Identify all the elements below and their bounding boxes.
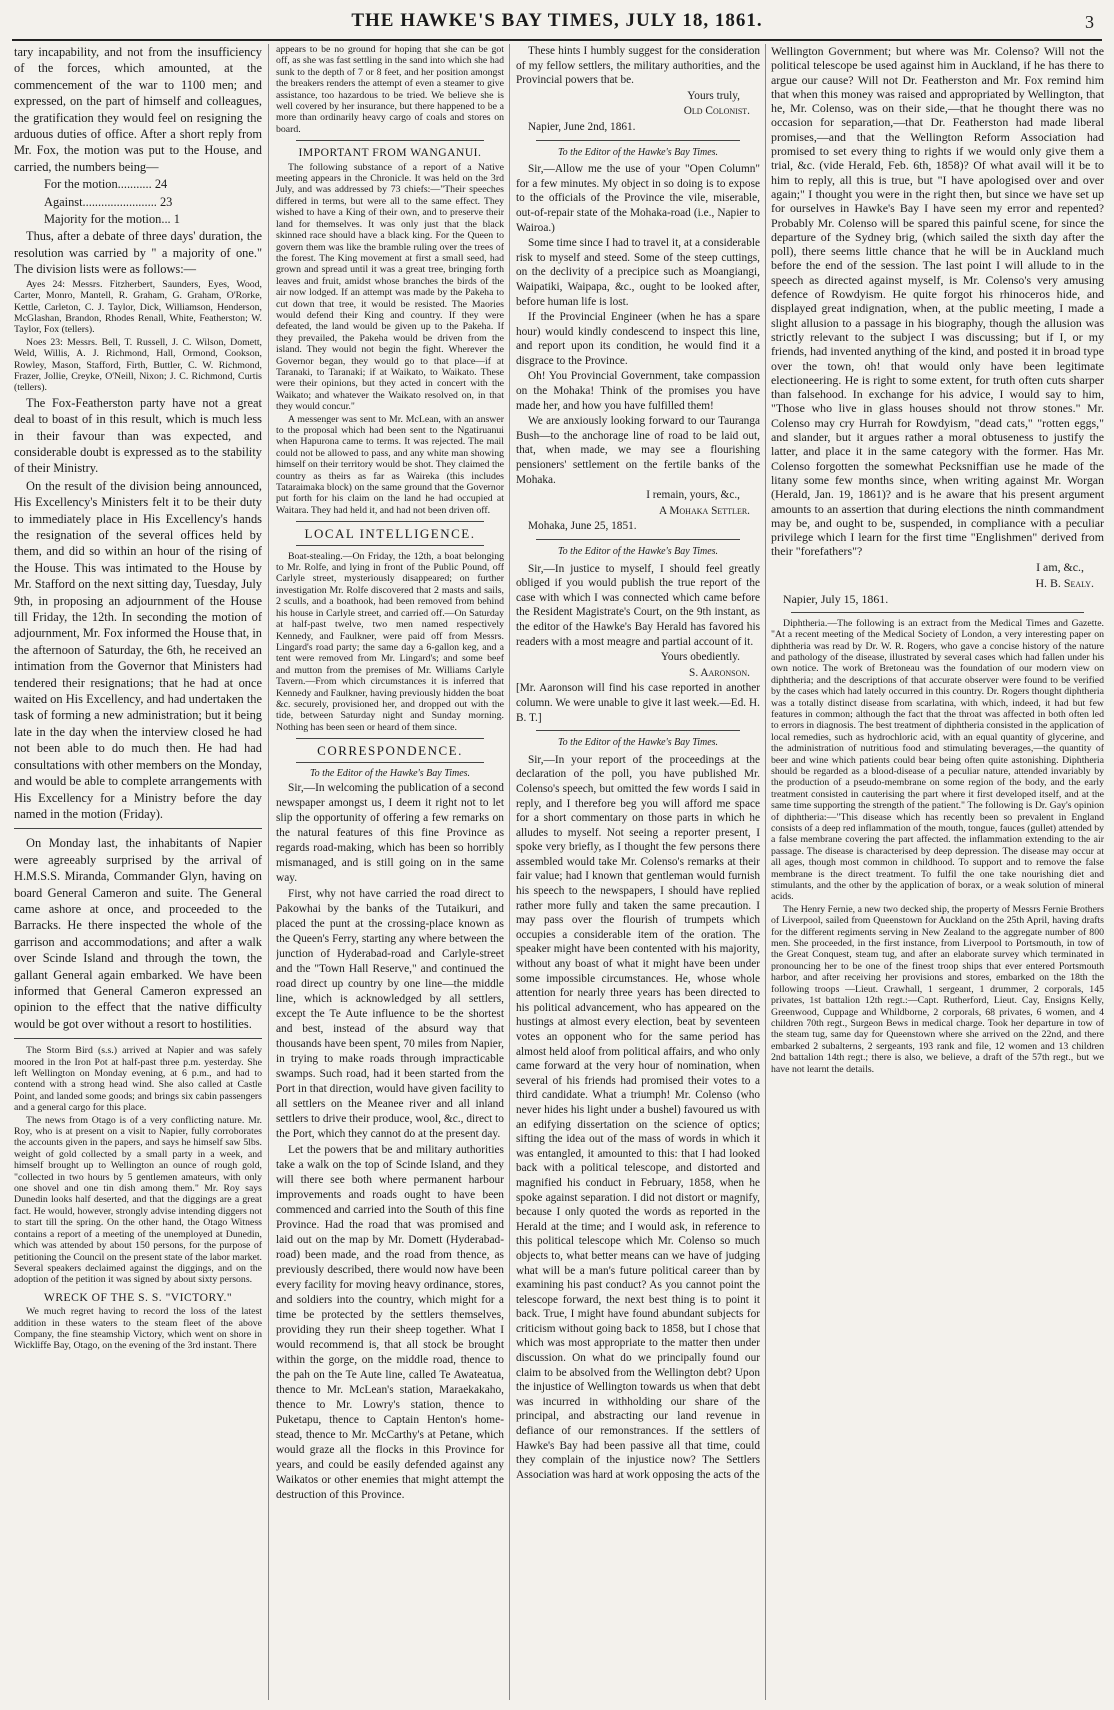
boat-stealing-paragraph: Boat-stealing.—On Friday, the 12th, a boat belonging to Mr. Rolfe, and lying in front of the Public Pound, off Carlyle street, mysteriously disappeared; on further investigation Mr. Rolfe discovered that 2 masts and sails, 2 sculls, and a boathook, had been removed from behind his house in Carlyle street, and carried off.—On Saturday at half-past twelve, two men named respectively Kennedy, and Faulkner, were paid off from Messrs. Lingard's road party; the same day a 6-gallon keg, and a tent were removed from Mr. Lingard's; and some beef and mutton from the premises of Mr. Williams Carlyle Tavern.—From which circumstances it is inferred that Kennedy and Faulkner, having previously hidden the boat &c. securely, provisioned her, and dropped out with the tide, between Saturday night and Sunday morning. Nothing has been seen or heard of them since. <box>276 550 504 733</box>
letter-4-closing: I am, &c., <box>1036 559 1084 574</box>
correspondence-headline: CORRESPONDENCE. <box>317 743 463 759</box>
letter-1-body: These hints I humbly suggest for the consideration of my fellow settlers, the military authorities, and the Provincial powers that be. <box>516 45 760 87</box>
column-rule <box>765 44 766 1700</box>
diphtheria-paragraph: Diphtheria.—The following is an extract from the Medical Times and Gazette. "At a recent meeting of the Medical Society of London, a very interesting paper on diphtheria was read by Dr. W. R. Rogers, who gave a concise history of the nature and pathology of the disease, illustrated by several cases which had fallen under his own notice. The work of Bretoneau was the foundation of our modern view on diphtheria; and the descriptions of that accurate observer were found to be verified by the cases which had lately occurred in this country. Dr. Rogers thought diphtheria was a totally distinct disease from scarlatina, with which, indeed, it had but few features in common; although the fact that the throat was affected in both often led to errors in diagnosis. The best treatment of diphtheria consisted in the application of local remedies, such as hydrochloric acid, with an equal quantity of glycerine, and the administration of nutritious food and stimulating beverages,—the quantity of beer and wine which patients could bear being often quite astonishing. Diphtheria should be regarded as a blood-disease of a peculiar nature, attended invariably by the production of a pseudo-membrane on some region of the body, and the early treatment consisted in cauterising the part where it first developed itself, and at the same time supporting the strength of the patient." The following is Dr. Gay's opinion of diphtheria:—"This disease which has recently been so prevalent in England consists of a deep red inflammation of the mouth, tongue, fauces (gullet) attended by a false membrane covering the part affected. the inflammation extending to the air passage. The disease is characterised by deep depression. The disease may occur at all ages, though most common in childhood. To support and to remove the false membrane is the direct treatment. To fulfil the one take nourishing diet and stimulants, and the other by the application of borax, or a weak solution of mineral acids. <box>771 617 1104 903</box>
letter-salutation-heading: To the Editor of the Hawke's Bay Times. <box>309 767 471 779</box>
divider <box>296 738 484 739</box>
letter-4-signature: H. B. Sealy. <box>1035 575 1094 590</box>
letter-3-salutation-heading: To the Editor of the Hawke's Bay Times. <box>557 546 719 557</box>
page-number: 3 <box>1085 12 1094 32</box>
column-rule <box>268 44 269 1700</box>
masthead <box>0 8 1114 38</box>
letter-2-paragraph-4: Oh! You Provincial Government, take compassion on the Mohaka! Think of the promises you have made her, and how you have fulfilled them! <box>516 370 760 412</box>
divider <box>296 521 484 522</box>
party-paragraph: The Fox-Featherston party have not a great deal to boast of in this result, which is much less in their favour than was expected, and considerable doubt is expressed as to the stability of their Ministry. <box>14 395 262 476</box>
divider <box>296 140 484 141</box>
divider <box>536 140 740 141</box>
storm-bird-paragraph: The Storm Bird (s.s.) arrived at Napier and was safely moored in the Iron Pot at half-past three p.m. yesterday. She left Wellington on Monday evening, at 6 p.m., and had to contend with a strong head wind. She also called at Castle Point, and landed some goods; and brings six cabin passengers and a general cargo for this place. <box>14 1045 262 1114</box>
majority-count: Majority for the motion... 1 <box>44 212 180 227</box>
letter-2-signature: A Mohaka Settler. <box>659 504 750 517</box>
henry-fernie-paragraph: The Henry Fernie, a new two decked ship, the property of Messrs Fernie Brothers of Liverpool, sailed from Queenstown for Auckland on the 25th April, having drafts for the different regiments serving in New Zealand to the aggregate number of 800 men. She proceeded, in the first instance, from Liverpool to Portsmouth, in tow of the Great Conquest, steam tug, and after an elaborate survey which terminated in pronouncing her to be one of the finest troop ships that ever entered Portsmouth harbor, and after receiving her provisions and stores, embarked on the 18th the following troops —Lieut. Crawhall, 1 sergeant, 1 drummer, 2 corporals, 145 privates, 1st battalion 12th regt.:—Capt. Rutherford, Lieut. Cay, Ensigns Kelly, Greenwood, Cuppage and Whildborne, 2 corporals, 68 privates, 6 women, and 4 children 70th regt., Surgeon Bews in medical charge. Took her departure in tow of the steam tug, same day for Queenstown where she arrived on the 22nd, and there embarked 2 subalterns, 2 sergeants, 193 rank and file, 12 women and 13 children 2nd battalion 14th regt.; there is also, we believe, a draft of the 57th regt., but we have not learnt the details. <box>771 903 1104 1075</box>
local-intelligence-headline: LOCAL INTELLIGENCE. <box>304 526 476 542</box>
letter-4-continued: Wellington Government; but where was Mr. Colenso? Will not the political telescope be used against him in Auckland, if he has there to argue our cause? Will not Dr. Featherston and Mr. Fox remind him that when this money was raised and appropriated by Wellington, that he, Mr. Colenso, was on their side,—that he thought there was no occasion for separation,—that Dr. Featherston had made liberal promises,—and that the Wellington Reform Association had promised to set every thing to rights if we would only give them a trial, &c. (vide Herald, Feb. 6th, 1858)? Of what avail will it be to him to reply, all this is true, but "I have apologised over and over again;" I thought you were in the right then, but since we have set up for ourselves in Hawke's Bay I have seen my error and repented? Probably Mr. Colenso will be spared this painful scene, for since the departure of the Sydney brig, (which sailed the sixth day after the poll), there seems little chance that he will be in Auckland much before the end of the session. The last point I will allude to in the speech as directed against myself, is Mr. Colenso's very amusing defence of Rowdyism. He quite forgot his rhinoceros hide, and displayed great indignation, when, at the public meeting, I made a slight allusion to a passage in his biography, though the allusion was strictly relevant to the subject I was discussing; but if I, or my friends, had invented anything of the kind, and posted it in broad type over the town, oh! that would only have been legitimate electioneering. He is right to some extent, for truth often cuts sharper than falsehood. In exchange for his advice, I would say to him, "Those who live in glass houses should not throw stones." Mr. Colenso may cry Hurrah for Rowdyism, "dead cats," "rotten eggs," and slander, but it argues rather a moral obtuseness to justify the latter, and place it in the same category with the former. Has Mr. Colenso forgotten the somewhat Pecksniffian use he made of the litany some few months since, when writing against Mr. Worgan (Herald, Jan. 19, 1861)? and is he aware that his present argument amounts to an assertion that during elections the ninth commandment may be, and ought to be, suspended, in compliance with a peculiar privilege which I learn for the first time "Englishmen" derived from their "forefathers"? <box>771 44 1104 559</box>
column-3 <box>516 44 760 1700</box>
letter-1-signature: Old Colonist. <box>683 105 750 118</box>
letter-3-signature: S. Aaronson. <box>689 666 750 679</box>
divider <box>14 1038 262 1039</box>
divider <box>791 612 1084 613</box>
divider <box>296 762 484 763</box>
against-motion-count: Against........................ 23 <box>44 194 173 209</box>
masthead-title: THE HAWKE'S BAY TIMES, JULY 18, 1861. <box>351 10 763 31</box>
divider <box>14 828 262 829</box>
wanganui-headline: IMPORTANT FROM WANGANUI. <box>298 146 482 160</box>
column-4 <box>771 44 1104 1700</box>
letter-2-paragraph-1: Sir,—Allow me the use of your "Open Column" for a few minutes. My object in so doing is to expose to the officials of the Province the vile, miserable, out-of-repair state of the Mohaka-road (i.e., Napier to Wairoa.) <box>516 163 760 234</box>
masthead-rule <box>12 39 1102 41</box>
column-2 <box>276 44 504 1700</box>
letter-2-paragraph-5: We are anxiously looking forward to our Tauranga Bush—to the anchorage line of road to be laid out, that, when made, we may see a flourishing pensioners' settlement on the fertile banks of the Mohaka. <box>516 415 760 486</box>
letter-3-closing: Yours obediently. <box>660 651 740 664</box>
letter-3-body: Sir,—In justice to myself, I should feel greatly obliged if you would publish the true report of the case with which I was connected which came before the Resident Magistrate's Court, on the 9th instant, as the editor of the Hawke's Bay Herald has favored his readers with a most meagre and partial account of it. <box>516 562 760 648</box>
wanganui-paragraph-1: The following substance of a report of a Native meeting appears in the Chronicle. It was held on the 3rd July, and was addressed by 73 chiefs:—"Their speeches differed in terms, but were all to the same effect. They wished to have a King of their own, and to preserve their land for themselves. It was only just that the black skinned race should have a black king. For the Queen to govern them was like the bramble ruling over the trees of the forest. The King movement at first a small seed, had grown and spread until it was a great tree, bringing forth leaves and fruit, amidst whose branches the birds of the air now lodged. If an attempt was made by the Pakeha to cut down that tree, it would be resisted. The Maories would defend their King and country. If they were defeated, the land would be given up to the Pakeha. If they prevailed, the Pakeha would be driven from the island. They would not begin the fight. Wherever the Governor began, they would go to that place—if at Taranaki, to Taranaki; if at Waikato, to Waikato. These were their opinions, but they acted in concert with the Waikato; and whatever the Waikato resolved on, in that they would concur." <box>276 161 504 413</box>
for-motion-count: For the motion........... 24 <box>44 177 168 192</box>
letter-paragraph-3: Let the powers that be and military authorities take a walk on the top of Scinde Island, and they will there see both where permanent harbour improvements and roads ought to have been commenced and carried into the South of this fine Province. Had the road that was promised and laid out on the map by Mr. Domett (Hyderabad-road) been made, and the road from thence, as previously described, there would now have been every facility for moving heavy ordinance, stores, and soldiers into the country, which might for a time be protected by the settlers themselves, providing they run their sheep together. What I would recommend is, that all stock be brought within the gorge, on the middle road, thence to the pah on the Te Aute line, called Te Awateatua, thence to Mr. McLean's station, Maraekakaho, thence to Mr. Lowry's station, thence to Puketapu, thence to Captain Henton's home-stead, thence to Mr. McCarthy's at Petane, which would graze all the flocks in this Province for years, and could be easily defended against any Waikatos or other enemies that might attempt the destruction of this Province. <box>276 1143 504 1501</box>
letter-2-paragraph-3: If the Provincial Engineer (when he has a spare hour) would kindly condescend to inspect this line, and report upon its condition, he would find it a disgrace to the Province. <box>516 311 760 367</box>
letter-2-paragraph-2: Some time since I had to travel it, at a considerable risk to myself and steed. Some of the steep cuttings, on the declivity of a precipice such as Moangiangi, Waipatiki, Waipapa, &c., ought to be looked after, before human life is lost. <box>516 237 760 308</box>
column-rule <box>509 44 510 1700</box>
wreck-headline: WRECK OF THE S. S. "VICTORY." <box>43 1290 233 1304</box>
letter-1-closing: Yours truly, <box>687 89 740 102</box>
otago-paragraph: The news from Otago is of a very conflicting nature. Mr. Roy, who is at present on a visit to Napier, fully corroborates the accounts given in the papers, and says he himself saw 5lbs. weight of gold collected by a small party in a week, and himself brought up to Wellington an ounce of rough gold, "collected in two hours by 5 gentlemen amateurs, with only one shovel and one tin dish among them." Mr. Roy says Dunedin looks half deserted, and that the diggings are a great fact. He would, however, strongly advise intending diggers not to start till the spring. On the other hand, the Otago Witness contains a report of a meeting of the unemployed at Dunedin, which was attended by about 150 persons, for the purpose of petitioning the Council on the present state of the labor market. Several speakers declaimed against the diggings, and on the adoption of the petition it was signed by about sixty persons. <box>14 1114 262 1286</box>
noes-list: Noes 23: Messrs. Bell, T. Russell, J. C. Wilson, Domett, Weld, Willis, A. J. Richmond, Hall, Ormond, Cookson, Rowley, Mason, Stafford, Firth, Buttler, C. W. Richmond, Frazer, Jollie, Creyke, O'Neill, Nixon; J. C. Richmond, Curtis (tellers). <box>14 336 262 394</box>
wreck-paragraph: We much regret having to record the loss of the latest addition in these waters to the steam fleet of the above Company, the fine steamship Victory, which went on shore in Wickliffe Bay, Otago, on the evening of the 3rd instant. There <box>14 1306 262 1352</box>
letter-2-closing: I remain, yours, &c., <box>646 489 740 502</box>
letter-2-salutation-heading: To the Editor of the Hawke's Bay Times. <box>557 146 719 158</box>
letter-4-date: Napier, July 15, 1861. <box>783 591 889 606</box>
letter-1-date: Napier, June 2nd, 1861. <box>528 120 636 133</box>
divider <box>536 539 740 540</box>
letter-4-body: Sir,—In your report of the proceedings at the declaration of the poll, you have published Mr. Colenso's speech, but omitted the few words I said in reply, and I therefore beg you will afford me space for a short commentary on those parts in which he alludes to myself. Not seeing a reporter present, I spoke very briefly, as I thought the few persons there assembled would take Mr. Colenso's remarks at their fair value; had I known that gentleman would furnish his speech to the newspapers, I should have replied rather more fully and taken the same precaution. I may pass over the flourish of trumpets which occupies a considerable item of the oration. The speaker might have been contented with his majority, without any boast of what it might have been under some impossible circumstances. He, whose whole attention for nearly three years has been directed to his political advancement, who has appeared on the hustings at almost every election, beat by seventeen votes an opponent who for the same period has almost held aloof from political affairs, and who only came forward at the very hour of nomination, when several of his friends had promised their votes to a third candidate. What a triumph! Mr. Colenso (who never hides his light under a bushel) favoured us with an edifying dissertation on the science of optics; sifting the idea out of the mass of words in which it was entangled, it amounted to this: that I had looked back with a political telescope, and distorted and magnified his conduct in February, 1858, when he spoke against separation. I did not distort or magnify, because I only quoted the words as reported in the Herald at the time; and I would ask, in reference to this political telescope which Mr. Colenso so much objects to, what better means can we have of judging what will be a man's future political career than by examining his past conduct? As you cannot point the telescope forward, the next best thing is to point it back. True, I might have found abundant subjects for criticism without going back to 1858, but I chose that which was most appropriate to the matter then under discussion. On what do we principally found our claim to be absolved from the Wellington debt? Upon the injustice of Wellington towards us when that debt was incurred in withholding our share of the principal, and abstracting our land revenue in defiance of our remonstrances. If the settlers of Hawke's Bay had been passive all that time, could they complain of the injustice now? The Settlers Association was hard at work opposing the acts of the <box>516 753 760 1481</box>
divider <box>296 545 484 546</box>
letter-4-salutation-heading: To the Editor of the Hawke's Bay Times. <box>557 737 719 749</box>
letter-paragraph-2: First, why not have carried the road direct to Pakowhai by the banks of the Tutaikuri, and placed the punt at the crossing-place known as the Queen's Ferry, starting any where between the junction of Hyderabad-road and Carlyle-street and the "Town Hall Reserve," and continued the road direct up country by one line—the middle line, which is acknowledged by all settlers, except the Te Aute influence to be the shortest and best, instead of the absurd way that thousands have been spent, 70 miles from Napier, in trying to make roads through impracticable swamps. Such road, had it been started from the Port in that direction, would have given facility to all settlers on the Meanee river and all inland settlers to drive their produce, wool, &c., direct to the Port, which they cannot do at the present day. <box>276 887 504 1140</box>
ayes-list: Ayes 24: Messrs. Fitzherbert, Saunders, Eyes, Wood, Carter, Monro, Mantell, R. Graham, G. Graham, O'Rorke, Kettle, Carleton, C. J. Taylor, Dick, Williamson, Henderson, McGlashan, Brandon, Rhodes Renall, White, Featherston; W. Taylor, Fox (tellers). <box>14 278 262 336</box>
editor-note: [Mr. Aaronson will find his case reported in another column. We were unable to give it last week.—Ed. H. B. T.] <box>516 682 760 724</box>
column-1 <box>14 44 262 1700</box>
divider <box>536 730 740 731</box>
ministers-paragraph: On the result of the division being announced, His Excellency's Ministers felt it to be their duty to immediately place in His Excellency's hands the resignation of the several offices held by them, and did so within an hour of the rising of the House. This was intimated to the House by Mr. Stafford on the next sitting day, Tuesday, July 9th, in proposing an adjournment of the House till Friday, the 12th. In seconding the motion of adjournment, Mr. Fox informed the House that, in the afternoon of Saturday, the 6th, he received an intimation from the Governor that Ministers had tendered their resignations; that he had at once waited on His Excellency, and had undertaken the task of forming a new administration; but it being late in the day when the interview closed he had not been able to do much then. He had had consultations with other members on the Monday, and would be able to complete arrangements with His Excellency for a Ministry before the day named in the motion (Friday). <box>14 478 262 821</box>
parliament-paragraph: tary incapability, and not from the insufficiency of the forces, which amounted, at the commencement of the war to 1100 men; and expressed, on the part of himself and colleagues, the gratification they would feel on resigning the arduous duties of office. After a short reply from Mr. Fox, the motion was put to the House, and carried, the numbers being— <box>14 45 262 174</box>
letter-2-date: Mohaka, June 25, 1851. <box>528 520 637 533</box>
debate-paragraph: Thus, after a debate of three days' duration, the resolution was carried by " a majority of one." The division lists were as follows:— <box>14 229 262 277</box>
wanganui-paragraph-2: A messenger was sent to Mr. McLean, with an answer to the proposal which had been sent to the Ngatiruanui when Hapurona came to terms. It was rejected. The mail could not be allowed to pass, and any white man showing himself on their territory would be shot. They claimed the country as theirs as far as Waireka (this includes Tataraimaka block) on the same ground that the Governor put forth for his claim on the land he had occupied at Waitara. They had held it, and had not been driven off. <box>276 413 504 516</box>
wreck-continued: appears to be no ground for hoping that she can be got off, as she was fast settling in the sand into which she had sunk to the depth of 7 or 8 feet, and her position amongst the breakers renders the attempt of even a steamer to give assistance, too hazardous to be tried. We believe she is well covered by her insurance, but there happened to be a more than ordinarily heavy cargo of coals and stores on board. <box>276 44 504 135</box>
letter-paragraph-1: Sir,—In welcoming the publication of a second newspaper amongst us, I deem it right not to let slip the opportunity of offering a few remarks on the natural features of this fine Province as regards road-making, which has been so horribly mismanaged, and is still going on in the same way. <box>276 781 504 884</box>
miranda-paragraph: On Monday last, the inhabitants of Napier were agreeably surprised by the arrival of H.M.S.S. Miranda, Commander Glyn, having on board General Cameron and suite. The General came ashore at once, and proceeded to the Barracks. He there inspected the whole of the garrison and accommodations; and after a walk over Scinde Island and through the town, the gallant General again embarked. We have been informed that General Cameron expressed an opinion to the effect that the native difficulty would be got over without a resort to hostilities. <box>14 836 262 1031</box>
